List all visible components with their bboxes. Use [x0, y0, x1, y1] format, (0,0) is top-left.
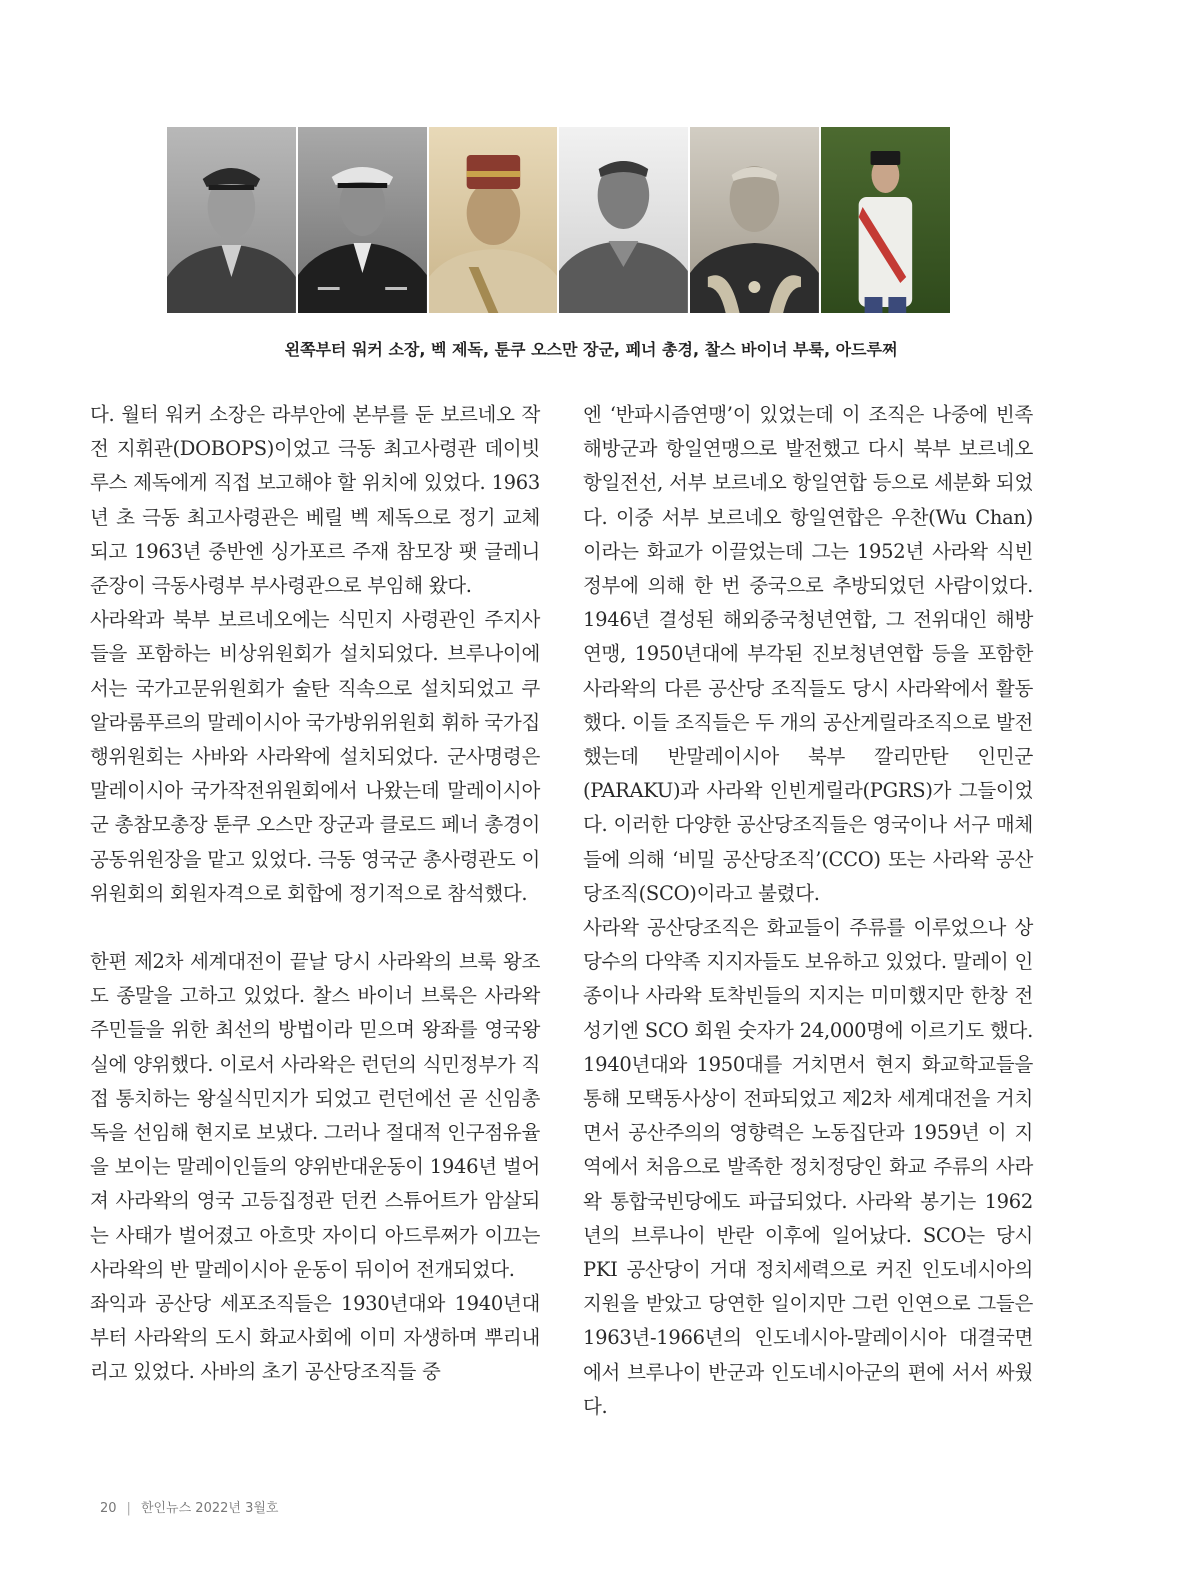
article-column-left: [90, 398, 540, 1390]
page-number: 20: [100, 1501, 117, 1516]
portrait-photo-begg: [298, 127, 427, 313]
paragraph: 다. 월터 워커 소장은 라부안에 본부를 둔 보르네오 작전 지휘관(DOBOPS)이었고 극동 최고사령관 데이빗 루스 제독에게 직접 보고해야 할 위치에 있었다. 1963년 초 극동 최고사령관은 베릴 벡 제독으로 정기 교체되고 1963년 중반엔 싱가포르 주재 참모장 팻 글레니 준장이 극동사령부 부사령관으로 부임해 왔다.: [90, 403, 540, 598]
portrait-photo-azahari: [821, 127, 950, 313]
portrait-photo-tunku-osman: [429, 127, 558, 313]
portrait-photo-walker: [167, 127, 296, 313]
article-column-right: [583, 398, 1033, 1424]
paragraph: 사라왁과 북부 보르네오에는 식민지 사령관인 주지사들을 포함하는 비상위원회가 설치되었다. 브루나이에서는 국가고문위원회가 술탄 직속으로 설치되었고 쿠알라룸푸르의 말레이시아 국가방위위원회 휘하 국가집행위원회는 사바와 사라왁에 설치되었다. 군사명령은 말레이시아 국가작전위원회에서 나왔는데 말레이시아군 총참모총장 툰쿠 오스만 장군과 클로드 페너 총경이 공동위원장을 맡고 있었다. 극동 영국군 총사령관도 이 위원회의 회원자격으로 회합에 정기적으로 참석했다.: [90, 608, 540, 905]
photo-strip: [167, 127, 950, 313]
paragraph: 좌익과 공산당 세포조직들은 1930년대와 1940년대부터 사라왁의 도시 화교사회에 이미 자생하며 뿌리내리고 있었다. 사바의 초기 공산당조직들 중: [90, 1292, 540, 1384]
paragraph: 한편 제2차 세계대전이 끝날 당시 사라왁의 브룩 왕조도 종말을 고하고 있었다. 찰스 바이너 브룩은 사라왁 주민들을 위한 최선의 방법이라 믿으며 왕좌를 영국왕실에 양위했다. 이로서 사라왁은 런던의 식민정부가 직접 통치하는 왕실식민지가 되었고 런던에선 곧 신임총독을 선임해 현지로 보냈다. 그러나 절대적 인구점유율을 보이는 말레이인들의 양위반대운동이 1946년 벌어져 사라왁의 영국 고등집정관 던컨 스튜어트가 암살되는 사태가 벌어졌고 아흐맛 자이디 아드루쩌가 이끄는 사라왁의 반 말레이시아 운동이 뒤이어 전개되었다.: [90, 950, 540, 1281]
paragraph: 엔 ‘반파시즘연맹’이 있었는데 이 조직은 나중에 빈족해방군과 항일연맹으로 발전했고 다시 북부 보르네오 항일전선, 서부 보르네오 항일연합 등으로 세분화 되었다. 이중 서부 보르네오 항일연합은 우찬(Wu Chan)이라는 화교가 이끌었는데 그는 1952년 사라왁 식빈정부에 의해 한 번 중국으로 추방되었던 사람이었다. 1946년 결성된 해외중국청년연합, 그 전위대인 해방연맹, 1950년대에 부각된 진보청년연합 등을 포함한 사라왁의 다른 공산당 조직들도 당시 사라왁에서 활동했다. 이들 조직들은 두 개의 공산게릴라조직으로 발전했는데 반말레이시아 북부 깔리만탄 인민군(PARAKU)과 사라왁 인빈게릴라(PGRS)가 그들이었다. 이러한 다양한 공산당조직들은 영국이나 서구 매체들에 의해 ‘비밀 공산당조직’(CCO) 또는 사라왁 공산당조직(SCO)이라고 불렸다.: [583, 403, 1033, 905]
paragraph-gap: [90, 911, 540, 945]
portrait-photo-fenner: [559, 127, 688, 313]
portrait-photo-charles-vyner-brooke: [690, 127, 819, 313]
footer-separator: |: [126, 1501, 131, 1516]
page-footer: [100, 1497, 278, 1516]
photo-caption: 왼쪽부터 워커 소장, 벡 제독, 툰쿠 오스만 장군, 페너 총경, 찰스 바이너 부룩, 아드루쩌: [284, 340, 898, 359]
paragraph: 사라왁 공산당조직은 화교들이 주류를 이루었으나 상당수의 다약족 지지자들도 보유하고 있었다. 말레이 인종이나 사라왁 토착빈들의 지지는 미미했지만 한창 전성기엔 SCO 회원 숫자가 24,000명에 이르기도 했다. 1940년대와 1950대를 거치면서 현지 화교학교들을 통해 모택동사상이 전파되었고 제2차 세계대전을 거치면서 공산주의의 영향력은 노동집단과 1959년 이 지역에서 처음으로 발족한 정치정당인 화교 주류의 사라왁 통합국빈당에도 파급되었다. 사라왁 봉기는 1962년의 브루나이 반란 이후에 일어났다. SCO는 당시 PKI 공산당이 거대 정치세력으로 커진 인도네시아의 지원을 받았고 당연한 일이지만 그런 인연으로 그들은 1963년-1966년의 인도네시아-말레이시아 대결국면에서 브루나이 반군과 인도네시아군의 편에 서서 싸웠다.: [583, 916, 1033, 1418]
publication-name: 한인뉴스 2022년 3월호: [140, 1501, 279, 1516]
